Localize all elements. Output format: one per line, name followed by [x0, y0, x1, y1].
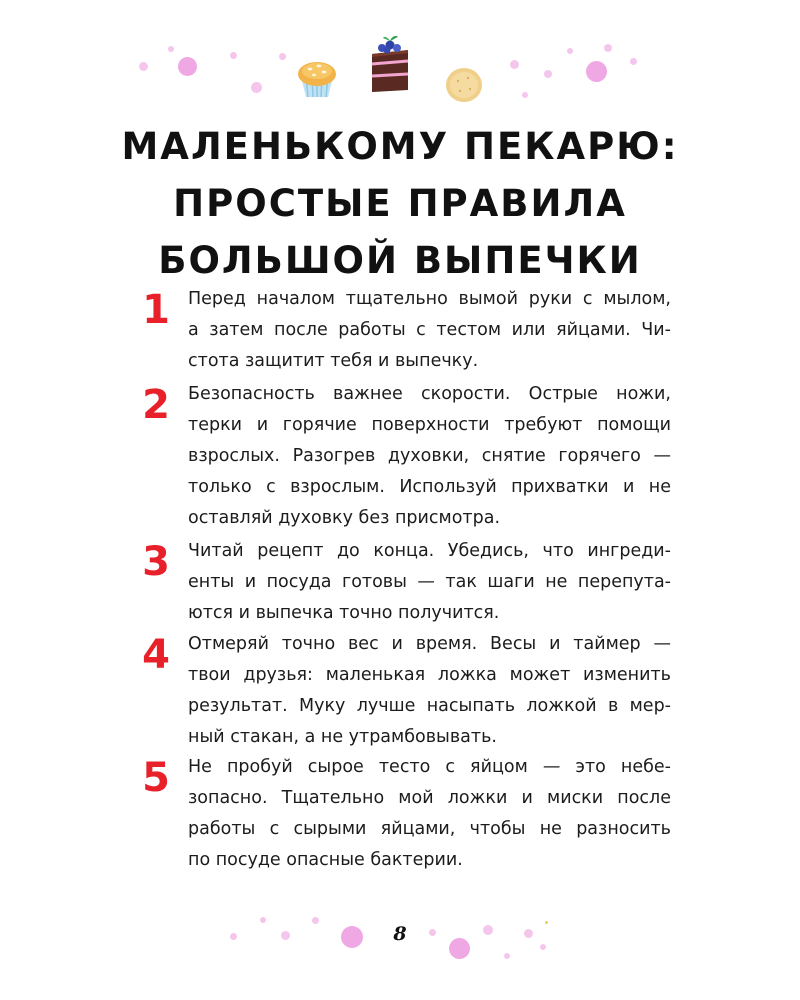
rule-text	[188, 379, 671, 534]
rule-number: 4	[142, 632, 170, 678]
rule-number: 3	[142, 539, 170, 585]
rule-line: ются и выпечка точно получится.	[188, 603, 500, 623]
rule-line: Читай рецепт до конца. Убедись, что ингреди-	[188, 541, 671, 561]
muffin-icon	[293, 55, 341, 99]
rule-line: только с взрослым. Используй прихватки и не	[188, 477, 671, 497]
rule-line: зопасно. Тщательно мой ложки и миски после	[188, 788, 671, 808]
rule-text	[188, 536, 671, 629]
rule-line: стота защитит тебя и выпечку.	[188, 351, 479, 371]
berry-cake-icon	[366, 34, 414, 96]
rule-line: ный стакан, а не утрамбовывать.	[188, 727, 497, 747]
page-title	[0, 118, 800, 289]
title-line-2: ПРОСТЫЕ ПРАВИЛА	[173, 182, 627, 225]
rule-line: взрослых. Разогрев духовки, снятие горячего —	[188, 446, 671, 466]
rule-line: по посуде опасные бактерии.	[188, 850, 463, 870]
rule-line: енты и посуда готовы — так шаги не перепута-	[188, 572, 671, 592]
rule-line: твои друзья: маленькая ложка может изменить	[188, 665, 671, 685]
rule-text	[188, 752, 671, 876]
rule-line: а затем после работы с тестом или яйцами. Чи-	[188, 320, 671, 340]
rule-line: Не пробуй сырое тесто с яйцом — это небе-	[188, 757, 671, 777]
rule-number: 5	[142, 755, 170, 801]
page-number: 8	[393, 923, 407, 945]
rule-line: работы с сырыми яйцами, чтобы не разносить	[188, 819, 671, 839]
rule-text	[188, 629, 671, 753]
rule-line: Безопасность важнее скорости. Острые ножи,	[188, 384, 671, 404]
title-line-3: БОЛЬШОЙ ВЫПЕЧКИ	[158, 239, 642, 282]
rule-line: Отмеряй точно вес и время. Весы и таймер —	[188, 634, 671, 654]
rule-line: терки и горячие поверхности требуют помощи	[188, 415, 671, 435]
rule-line: результат. Муку лучше насыпать ложкой в мер-	[188, 696, 671, 716]
rule-number: 2	[142, 382, 170, 428]
rule-number: 1	[142, 287, 170, 333]
cookie-icon	[444, 66, 484, 104]
rule-text	[188, 284, 671, 377]
title-line-1: МАЛЕНЬКОМУ ПЕКАРЮ:	[121, 125, 679, 168]
rule-line: Перед началом тщательно вымой руки с мылом,	[188, 289, 671, 309]
rule-line: оставляй духовку без присмотра.	[188, 508, 501, 528]
